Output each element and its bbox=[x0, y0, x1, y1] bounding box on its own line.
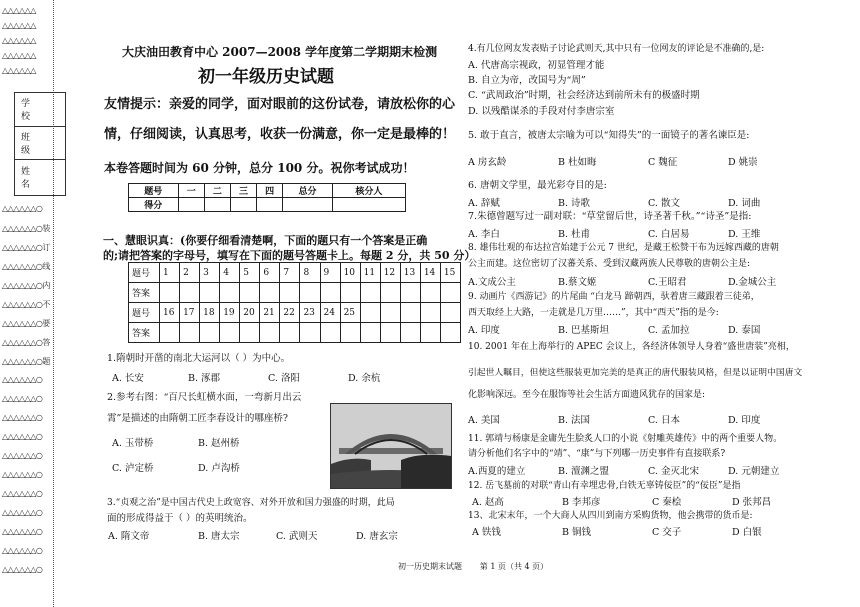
student-info-box bbox=[14, 92, 66, 196]
q11-option-a[interactable]: A.西夏的建立 bbox=[468, 466, 526, 477]
margin-triangle-row: △△△△△△ bbox=[2, 51, 36, 60]
question-number-cell bbox=[360, 303, 380, 323]
score-cell[interactable] bbox=[204, 198, 230, 212]
margin-side-row bbox=[2, 527, 42, 536]
answer-cell[interactable] bbox=[340, 283, 360, 303]
answer-cell[interactable] bbox=[240, 323, 260, 343]
q2-option-b[interactable]: B. 赵州桥 bbox=[198, 438, 240, 449]
answer-row-label: 题号 bbox=[129, 263, 160, 283]
answer-cell[interactable] bbox=[260, 323, 280, 343]
q13-option-c[interactable]: C 交子 bbox=[652, 527, 682, 538]
margin-triangles: △△△△△△○ bbox=[2, 375, 43, 384]
q8-option-d[interactable]: D.金城公主 bbox=[728, 277, 777, 288]
answer-cell[interactable] bbox=[280, 283, 300, 303]
question-9-line-2: 西天取经上大路，一走就是几万里……”，其中“西天”指的是今: bbox=[468, 308, 719, 318]
margin-side-row bbox=[2, 394, 42, 403]
question-number-cell: 3 bbox=[200, 263, 220, 283]
question-10-line-2: 引起世人瞩目，但使这些服装更加完美的是真正的唐代服装风格，但是以证明中国唐文 bbox=[468, 368, 803, 378]
score-head-cell: 一 bbox=[178, 184, 204, 198]
question-5: 5. 敢于直言，被唐太宗喻为可以“知得失”的一面镜子的著名谏臣是: bbox=[468, 130, 750, 141]
q12-option-b[interactable]: B 李邦彦 bbox=[562, 497, 601, 508]
section1-line-2: 的;请把答案的字母号，填写在下面的题号答题卡上。每题 2 分，共 50 分） bbox=[103, 249, 476, 262]
exam-org: 大庆油田教育中心 2007—2008 学年度第二学期期末检测 bbox=[122, 45, 438, 59]
score-table-row bbox=[129, 198, 406, 212]
question-number-cell: 15 bbox=[440, 263, 460, 283]
question-number-cell: 20 bbox=[240, 303, 260, 323]
margin-side-row bbox=[2, 337, 50, 348]
answer-cell[interactable] bbox=[320, 323, 340, 343]
binding-mark: 订 bbox=[42, 243, 50, 252]
q5-option-b[interactable]: B 杜如晦 bbox=[558, 157, 597, 168]
score-head-cell: 总分 bbox=[283, 184, 333, 198]
answer-table-numbers-2 bbox=[129, 303, 461, 323]
question-2-line-1: 2.参考右图：“百尺长虹横水面，一弯新月出云 bbox=[107, 392, 302, 403]
margin-triangles: △△△△△△○ bbox=[2, 300, 43, 309]
question-number-cell: 5 bbox=[240, 263, 260, 283]
margin-side-row bbox=[2, 375, 42, 384]
answer-table-answers-2 bbox=[129, 323, 461, 343]
answer-cell[interactable] bbox=[420, 283, 440, 303]
q11-option-b[interactable]: B. 澶渊之盟 bbox=[558, 466, 610, 477]
answer-table-numbers-1 bbox=[129, 263, 461, 283]
question-number-cell: 9 bbox=[320, 263, 340, 283]
answer-cell[interactable] bbox=[300, 283, 320, 303]
margin-triangles: △△△△△△○ bbox=[2, 508, 43, 517]
margin-side-row bbox=[2, 280, 50, 291]
answer-cell[interactable] bbox=[400, 323, 420, 343]
margin-triangles: △△△△△△○ bbox=[2, 338, 43, 347]
q6-option-a[interactable]: A. 辞赋 bbox=[468, 198, 500, 209]
margin-triangles: △△△△△△○ bbox=[2, 281, 43, 290]
question-number-cell: 6 bbox=[260, 263, 280, 283]
q7-option-b[interactable]: B. 杜甫 bbox=[558, 229, 591, 240]
question-number-cell: 25 bbox=[340, 303, 360, 323]
margin-triangles: △△△△△△○ bbox=[2, 224, 43, 233]
score-cell[interactable] bbox=[283, 198, 333, 212]
q1-option-a[interactable]: A. 长安 bbox=[112, 373, 144, 384]
q9-option-d[interactable]: D. 泰国 bbox=[728, 325, 761, 336]
q10-option-d[interactable]: D. 印度 bbox=[728, 415, 761, 426]
margin-triangles: △△△△△△○ bbox=[2, 413, 43, 422]
bridge-photo bbox=[330, 403, 452, 489]
score-cell[interactable] bbox=[230, 198, 256, 212]
answer-cell[interactable] bbox=[420, 323, 440, 343]
score-head-cell: 题号 bbox=[129, 184, 179, 198]
score-table bbox=[128, 183, 406, 212]
answer-row-label: 答案 bbox=[129, 283, 160, 303]
question-number-cell: 4 bbox=[220, 263, 240, 283]
question-9-line-1: 9. 动画片《西游记》的片尾曲 “白龙马 蹄朝西，驮着唐三藏跟着三徒弟， bbox=[468, 292, 760, 302]
question-number-cell: 8 bbox=[300, 263, 320, 283]
margin-side-row bbox=[2, 451, 42, 460]
q8-option-b[interactable]: B.蔡文姬 bbox=[558, 277, 597, 288]
question-1: 1.隋朝时开凿的南北大运河以（ ）为中心。 bbox=[107, 353, 291, 364]
q2-option-a[interactable]: A. 玉带桥 bbox=[112, 438, 154, 449]
margin-side-row bbox=[2, 318, 50, 329]
question-13: 13、北宋末年，一个大商人从四川到南方采购货物，他会携带的货币是: bbox=[468, 511, 753, 521]
answer-table-answers-1 bbox=[129, 283, 461, 303]
margin-triangles: △△△△△△○ bbox=[2, 204, 43, 213]
binding-mark: 题 bbox=[42, 357, 50, 366]
question-number-cell: 19 bbox=[220, 303, 240, 323]
score-head-cell: 二 bbox=[204, 184, 230, 198]
q2-option-c[interactable]: C. 泸定桥 bbox=[112, 463, 154, 474]
question-3-line-2: 面的形成得益于（ ）的英明统治。 bbox=[107, 513, 253, 524]
answer-table bbox=[128, 262, 461, 343]
margin-triangles: △△△△△△○ bbox=[2, 262, 43, 271]
q13-option-a[interactable]: A 铁钱 bbox=[472, 527, 501, 538]
answer-cell[interactable] bbox=[380, 283, 400, 303]
q9-option-b[interactable]: B. 巴基斯坦 bbox=[558, 325, 610, 336]
question-number-cell bbox=[440, 303, 460, 323]
q13-option-b[interactable]: B 铜钱 bbox=[562, 527, 592, 538]
margin-side-row bbox=[2, 356, 50, 367]
q7-option-a[interactable]: A. 李白 bbox=[468, 229, 500, 240]
question-number-cell: 7 bbox=[280, 263, 300, 283]
q12-option-a[interactable]: A. 赵高 bbox=[472, 497, 504, 508]
question-number-cell: 10 bbox=[340, 263, 360, 283]
answer-cell[interactable] bbox=[280, 323, 300, 343]
q10-option-a[interactable]: A. 美国 bbox=[468, 415, 500, 426]
margin-side-row bbox=[2, 470, 42, 479]
answer-cell[interactable] bbox=[200, 283, 220, 303]
margin-triangles: △△△△△△○ bbox=[2, 470, 43, 479]
exam-time-note: 本卷答题时间为 60 分钟，总分 100 分。祝你考试成功！ bbox=[104, 161, 415, 175]
question-2-line-2: 霄”是描述的由隋朝工匠李春设计的哪座桥? bbox=[107, 413, 288, 424]
q3-option-a[interactable]: A. 隋文帝 bbox=[108, 531, 150, 542]
answer-cell[interactable] bbox=[340, 323, 360, 343]
q5-option-a[interactable]: A 房玄龄 bbox=[468, 157, 507, 168]
question-10-line-1: 10. 2001 年在上海举行的 APEC 会议上，各经济体领导人身着“盛世唐装”亮相， bbox=[468, 342, 795, 352]
q4-option-b[interactable]: B. 自立为帝，改国号为“周” bbox=[468, 75, 586, 86]
question-11-line-2: 请分析他们名字中的“靖”、“康”与下列哪一历史事件有直接联系? bbox=[468, 449, 726, 459]
margin-triangles: △△△△△△○ bbox=[2, 319, 43, 328]
margin-side-row bbox=[2, 508, 42, 517]
question-4: 4.有几位网友发表贴子讨论武则天,其中只有一位网友的评论是不准确的,是: bbox=[468, 44, 765, 54]
margin-triangles: △△△△△△○ bbox=[2, 546, 43, 555]
question-number-cell: 2 bbox=[180, 263, 200, 283]
q7-option-d[interactable]: D. 王维 bbox=[728, 229, 761, 240]
q12-option-d[interactable]: D 张邦昌 bbox=[732, 497, 772, 508]
answer-cell[interactable] bbox=[160, 323, 180, 343]
q10-option-b[interactable]: B. 法国 bbox=[558, 415, 591, 426]
score-head-cell: 三 bbox=[230, 184, 256, 198]
margin-side-row bbox=[2, 489, 42, 498]
q1-option-d[interactable]: D. 余杭 bbox=[348, 373, 381, 384]
question-number-cell: 22 bbox=[280, 303, 300, 323]
question-number-cell bbox=[420, 303, 440, 323]
margin-triangles: △△△△△△○ bbox=[2, 527, 43, 536]
margin-side-row bbox=[2, 565, 42, 574]
q5-option-c[interactable]: C 魏征 bbox=[648, 157, 678, 168]
question-number-cell: 24 bbox=[320, 303, 340, 323]
tip-line-1: 友情提示：亲爱的同学，面对眼前的这份试卷，请放松你的心 bbox=[104, 97, 456, 112]
q9-option-c[interactable]: C. 孟加拉 bbox=[648, 325, 690, 336]
answer-cell[interactable] bbox=[200, 323, 220, 343]
margin-triangle-row: △△△△△△ bbox=[2, 36, 36, 45]
score-table-head bbox=[129, 184, 406, 198]
margin-side-row bbox=[2, 413, 42, 422]
margin-side-row bbox=[2, 261, 50, 272]
answer-row-label: 答案 bbox=[129, 323, 160, 343]
margin-side-row bbox=[2, 242, 50, 253]
question-number-cell: 23 bbox=[300, 303, 320, 323]
answer-cell[interactable] bbox=[360, 323, 380, 343]
q5-option-d[interactable]: D 姚崇 bbox=[728, 157, 758, 168]
question-number-cell: 14 bbox=[420, 263, 440, 283]
q4-option-d[interactable]: D. 以残酷谋杀的手段对付李唐宗室 bbox=[468, 106, 615, 117]
margin-side-row bbox=[2, 432, 42, 441]
answer-cell[interactable] bbox=[400, 283, 420, 303]
question-6: 6. 唐朝文学里，最光彩夺目的是: bbox=[468, 180, 607, 191]
answer-cell[interactable] bbox=[320, 283, 340, 303]
margin-triangles: △△△△△△○ bbox=[2, 565, 43, 574]
margin-triangles: △△△△△△○ bbox=[2, 489, 43, 498]
name-field[interactable]: 姓 名 bbox=[21, 167, 41, 191]
school-field[interactable]: 学 校 bbox=[15, 93, 65, 127]
answer-cell[interactable] bbox=[220, 283, 240, 303]
answer-cell[interactable] bbox=[240, 283, 260, 303]
q9-option-a[interactable]: A. 印度 bbox=[468, 325, 500, 336]
q11-option-d[interactable]: D. 元朝建立 bbox=[728, 466, 780, 477]
question-7: 7.朱德曾题写过一副对联：“草堂留后世，诗圣著千秋。”“诗圣”是指: bbox=[468, 211, 752, 222]
question-number-cell: 12 bbox=[380, 263, 400, 283]
q4-option-c[interactable]: C. “武周政治”时期，社会经济达到前所未有的极盛时期 bbox=[468, 90, 700, 101]
binding-mark: 要 bbox=[42, 319, 50, 328]
q3-option-b[interactable]: B. 唐太宗 bbox=[198, 531, 240, 542]
question-number-cell: 16 bbox=[160, 303, 180, 323]
question-number-cell: 21 bbox=[260, 303, 280, 323]
q4-option-a[interactable]: A. 代唐高宗视政，初显管理才能 bbox=[468, 60, 605, 71]
binding-mark: 线 bbox=[42, 262, 50, 271]
q6-option-c[interactable]: C. 散文 bbox=[648, 198, 680, 209]
binding-mark: 装 bbox=[42, 224, 50, 233]
margin-triangles: △△△△△△○ bbox=[2, 243, 43, 252]
question-number-cell bbox=[400, 303, 420, 323]
question-number-cell: 13 bbox=[400, 263, 420, 283]
q6-option-d[interactable]: D. 词曲 bbox=[728, 198, 761, 209]
binding-mark: 内 bbox=[42, 281, 50, 290]
answer-cell[interactable] bbox=[220, 323, 240, 343]
q1-option-c[interactable]: C. 洛阳 bbox=[268, 373, 300, 384]
margin-side-row bbox=[2, 299, 50, 310]
margin-side-row bbox=[2, 204, 42, 213]
margin-triangles: △△△△△△○ bbox=[2, 357, 43, 366]
page-title: 初一年级历史试题 bbox=[198, 67, 334, 87]
margin-triangle-row: △△△△△△ bbox=[2, 21, 36, 30]
score-cell[interactable] bbox=[178, 198, 204, 212]
margin-triangle-row: △△△△△△ bbox=[2, 66, 36, 75]
margin-triangles: △△△△△△○ bbox=[2, 451, 43, 460]
question-number-cell: 1 bbox=[160, 263, 180, 283]
answer-cell[interactable] bbox=[180, 283, 200, 303]
section1-line-1: 一、慧眼识真：(你要仔细看清楚啊，下面的题只有一个答案是正确 bbox=[103, 234, 428, 247]
q3-option-c[interactable]: C. 武则天 bbox=[276, 531, 318, 542]
question-8-line-1: 8. 雄伟壮观的布达拉宫始建于公元 7 世纪，是藏王松赞干布为远嫁西藏的唐朝 bbox=[468, 243, 779, 253]
q8-option-a[interactable]: A.文成公主 bbox=[468, 277, 516, 288]
answer-cell[interactable] bbox=[380, 323, 400, 343]
score-head-cell: 核分人 bbox=[332, 184, 405, 198]
question-number-cell: 17 bbox=[180, 303, 200, 323]
question-12: 12. 岳飞墓前的对联“青山有幸埋忠骨,白铁无辜铸佞臣”的“佞臣”是指 bbox=[468, 481, 741, 491]
class-field[interactable]: 班 级 bbox=[15, 127, 65, 161]
q3-option-d[interactable]: D. 唐玄宗 bbox=[356, 531, 398, 542]
margin-side-row bbox=[2, 223, 50, 234]
q1-option-b[interactable]: B. 涿郡 bbox=[188, 373, 221, 384]
q6-option-b[interactable]: B. 诗歌 bbox=[558, 198, 591, 209]
page-footer: 初一历史期末试题 第 1 页（共 4 页） bbox=[398, 562, 549, 571]
margin-triangle-row: △△△△△△ bbox=[2, 6, 36, 15]
answer-cell[interactable] bbox=[440, 323, 460, 343]
q13-option-d[interactable]: D 白银 bbox=[732, 527, 762, 538]
answer-cell[interactable] bbox=[260, 283, 280, 303]
q10-option-c[interactable]: C. 日本 bbox=[648, 415, 680, 426]
answer-cell[interactable] bbox=[180, 323, 200, 343]
score-head-cell: 四 bbox=[257, 184, 283, 198]
binding-mark: 不 bbox=[42, 300, 50, 309]
q7-option-c[interactable]: C. 白居易 bbox=[648, 229, 690, 240]
question-11-line-1: 11. 郭靖与杨康是金庸先生脍炙人口的小说《射雕英雄传》中的两个重要人物。 bbox=[468, 434, 783, 444]
margin-triangles: △△△△△△○ bbox=[2, 394, 43, 403]
q2-option-d[interactable]: D. 卢沟桥 bbox=[198, 463, 240, 474]
score-row-label: 得分 bbox=[129, 198, 179, 212]
score-cell[interactable] bbox=[257, 198, 283, 212]
question-8-line-2: 公主而建。这位密切了汉蕃关系、受到汉藏两族人民尊敬的唐朝公主是: bbox=[468, 259, 751, 269]
answer-cell[interactable] bbox=[360, 283, 380, 303]
answer-cell[interactable] bbox=[440, 283, 460, 303]
q12-option-c[interactable]: C 秦桧 bbox=[652, 497, 682, 508]
question-number-cell: 11 bbox=[360, 263, 380, 283]
q8-option-c[interactable]: C.王昭君 bbox=[648, 277, 687, 288]
tip-line-2: 情，仔细阅读，认真思考，收获一份满意，你一定是最棒的！ bbox=[104, 127, 456, 142]
zhaozhou-bridge-image bbox=[331, 404, 451, 488]
answer-cell[interactable] bbox=[300, 323, 320, 343]
question-10-line-3: 化影响深远。至今在服饰等社会生活方面遗风犹存的国家是: bbox=[468, 390, 706, 400]
question-3-line-1: 3.“贞观之治”是中国古代史上政宽容、对外开放和国力强盛的时期，此局 bbox=[107, 498, 395, 508]
score-cell[interactable] bbox=[332, 198, 405, 212]
question-number-cell: 18 bbox=[200, 303, 220, 323]
margin-triangles: △△△△△△○ bbox=[2, 432, 43, 441]
answer-cell[interactable] bbox=[160, 283, 180, 303]
answer-row-label: 题号 bbox=[129, 303, 160, 323]
margin-side-row bbox=[2, 546, 42, 555]
binding-mark: 答 bbox=[42, 338, 50, 347]
q11-option-c[interactable]: C. 金灭北宋 bbox=[648, 466, 699, 477]
question-number-cell bbox=[380, 303, 400, 323]
